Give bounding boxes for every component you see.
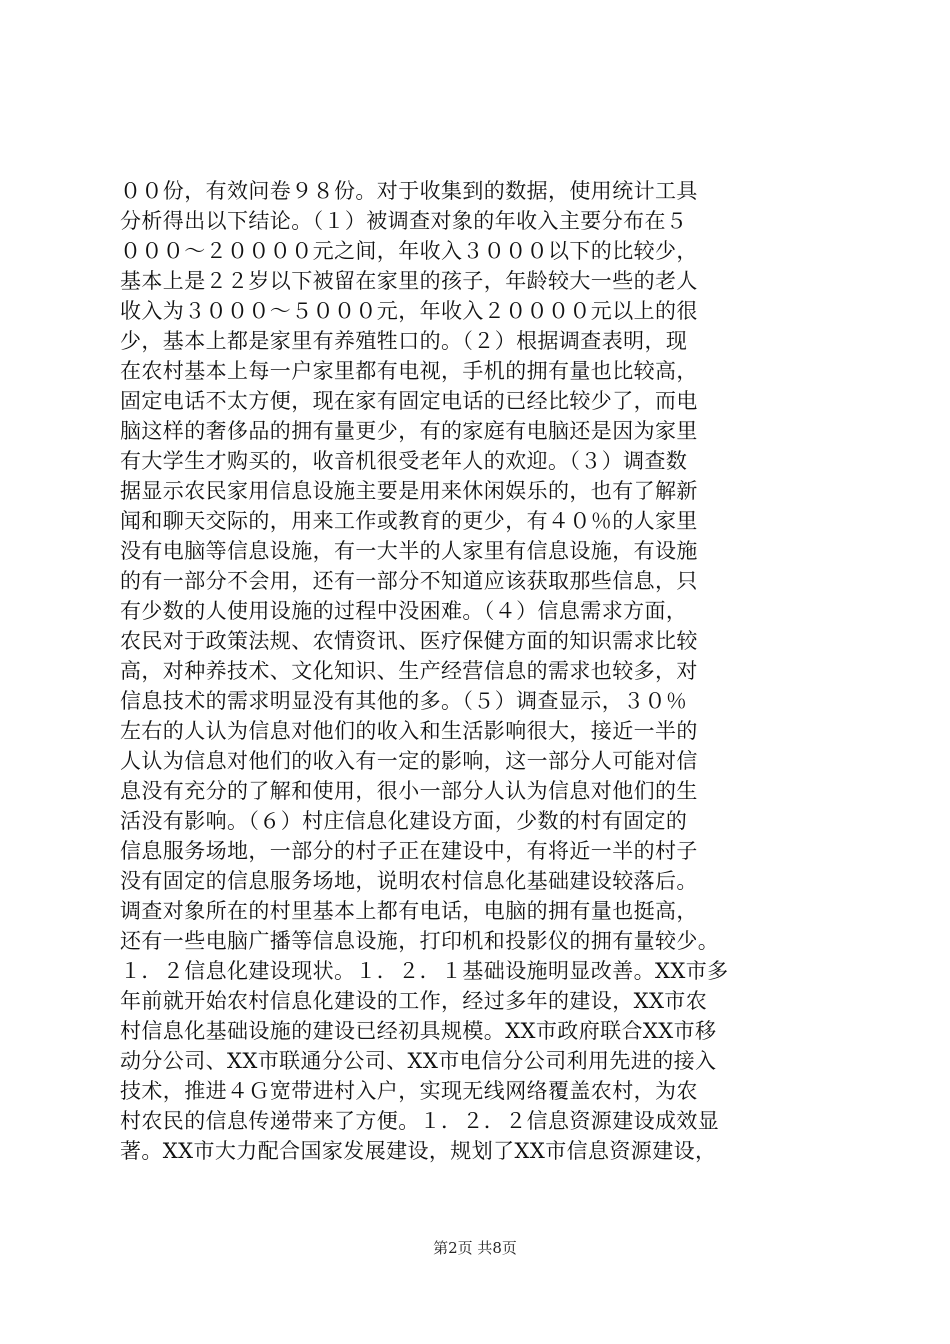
text-line: 还有一些电脑广播等信息设施，打印机和投影仪的拥有量较少。: [120, 929, 720, 953]
text-line: １．２信息化建设现状。１．２．１基础设施明显改善。XX市多: [120, 959, 729, 983]
text-line: 分析得出以下结论。（１）被调查对象的年收入主要分布在５: [120, 209, 688, 233]
text-line: 调查对象所在的村里基本上都有电话，电脑的拥有量也挺高，: [120, 899, 698, 923]
text-line: 动分公司、XX市联通分公司、XX市电信分公司利用先进的接入: [120, 1049, 717, 1073]
text-line: 没有电脑等信息设施，有一大半的人家里有信息设施，有设施: [120, 539, 698, 563]
text-line: 息没有充分的了解和使用，很小一部分人认为信息对他们的生: [120, 779, 698, 803]
text-line: 著。XX市大力配合国家发展建设，规划了XX市信息资源建设，: [120, 1139, 717, 1163]
text-line: 左右的人认为信息对他们的收入和生活影响很大，接近一半的: [120, 719, 698, 743]
text-line: 农民对于政策法规、农情资讯、医疗保健方面的知识需求比较: [120, 629, 698, 653]
text-line: 基本上是２２岁以下被留在家里的孩子，年龄较大一些的老人: [120, 269, 698, 293]
text-line: 信息技术的需求明显没有其他的多。（５）调查显示，３０％: [120, 689, 688, 713]
text-line: ００份，有效问卷９８份。对于收集到的数据，使用统计工具: [120, 179, 698, 203]
text-line: 信息服务场地，一部分的村子正在建设中，有将近一半的村子: [120, 839, 698, 863]
text-line: ０００～２００００元之间，年收入３０００以下的比较少，: [120, 239, 698, 263]
text-line: 闻和聊天交际的，用来工作或教育的更少，有４０％的人家里: [120, 509, 698, 533]
text-line: 脑这样的奢侈品的拥有量更少，有的家庭有电脑还是因为家里: [120, 419, 698, 443]
page-footer: [0, 1238, 950, 1258]
text-line: 技术，推进４Ｇ宽带进村入户，实现无线网络覆盖农村，为农: [120, 1079, 698, 1103]
body-text: [120, 176, 840, 1166]
text-line: 有少数的人使用设施的过程中没困难。（４）信息需求方面，: [120, 599, 688, 623]
text-line: 村农民的信息传递带来了方便。１．２．２信息资源建设成效显: [120, 1109, 720, 1133]
text-line: 活没有影响。（６）村庄信息化建设方面，少数的村有固定的: [120, 809, 688, 833]
text-line: 高，对种养技术、文化知识、生产经营信息的需求也较多，对: [120, 659, 698, 683]
text-line: 据显示农民家用信息设施主要是用来休闲娱乐的，也有了解新: [120, 479, 698, 503]
text-line: 固定电话不太方便，现在家有固定电话的已经比较少了，而电: [120, 389, 698, 413]
text-line: 的有一部分不会用，还有一部分不知道应该获取那些信息，只: [120, 569, 698, 593]
text-line: 少，基本上都是家里有养殖牲口的。（２）根据调查表明，现: [120, 329, 688, 353]
text-line: 有大学生才购买的，收音机很受老年人的欢迎。（３）调查数: [120, 449, 688, 473]
page-number-label: 第2页 共8页: [433, 1239, 517, 1257]
text-line: 年前就开始农村信息化建设的工作，经过多年的建设，XX市农: [120, 989, 708, 1013]
text-line: 在农村基本上每一户家里都有电视，手机的拥有量也比较高，: [120, 359, 698, 383]
text-line: 没有固定的信息服务场地，说明农村信息化基础建设较落后。: [120, 869, 698, 893]
text-line: 收入为３０００～５０００元，年收入２００００元以上的很: [120, 299, 698, 323]
text-line: 人认为信息对他们的收入有一定的影响，这一部分人可能对信: [120, 749, 698, 773]
text-line: 村信息化基础设施的建设已经初具规模。XX市政府联合XX市移: [120, 1019, 717, 1043]
